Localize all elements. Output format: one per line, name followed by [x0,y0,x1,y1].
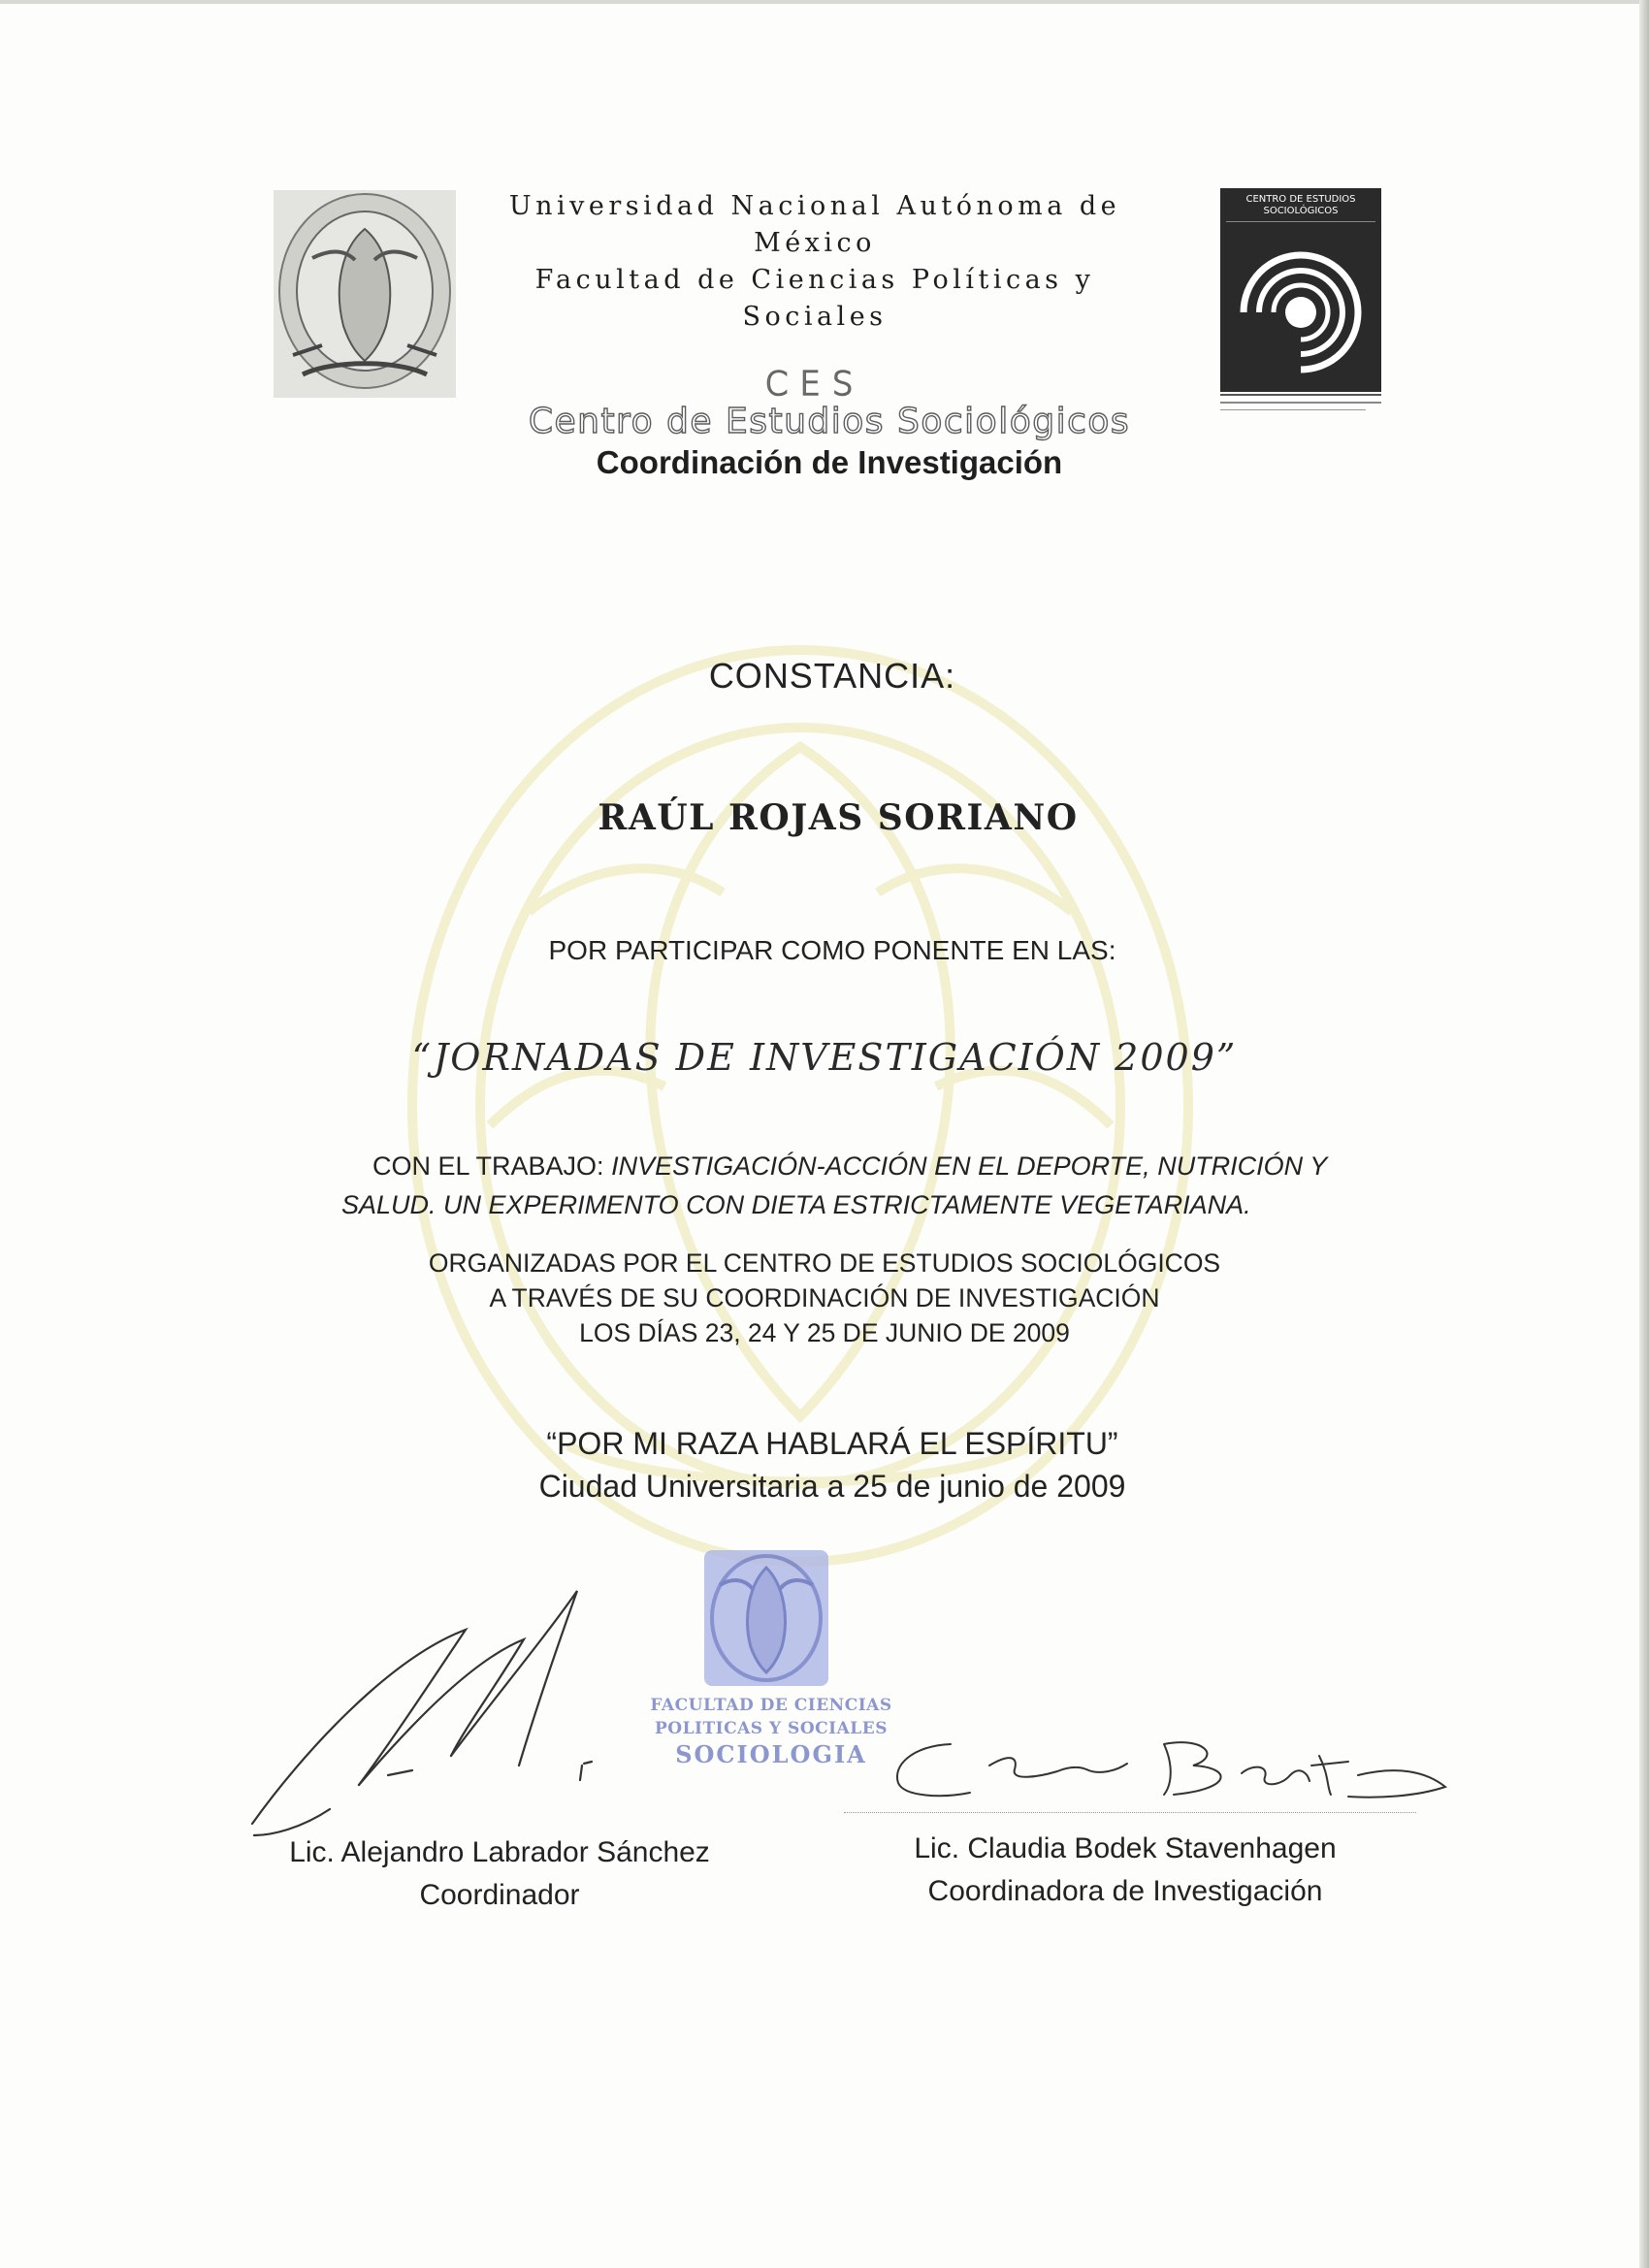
faculty-stamp-emblem [698,1546,834,1690]
signer-left-name: Lic. Alejandro Labrador Sánchez [289,1836,710,1868]
university-line-2: México [754,228,876,258]
faculty-line-1: Facultad de Ciencias Políticas y [534,265,1095,295]
event-name: “JORNADAS DE INVESTIGACIÓN 2009” [411,1036,1238,1079]
signer-right-role: Coordinadora de Investigación [927,1875,1323,1907]
work-label: CON EL TRABAJO: [372,1151,604,1181]
ces-abbreviation: CES [764,365,865,404]
organized-line-3: LOS DÍAS 23, 24 Y 25 DE JUNIO DE 2009 [579,1318,1070,1347]
work-title-line-2: SALUD. UN EXPERIMENTO CON DIETA ESTRICTAMENTE VEGETARIANA. [341,1190,1251,1219]
ces-logo-text-2: SOCIOLÓGICOS [1263,206,1339,216]
ces-full-name: Centro de Estudios Sociológicos [528,402,1131,441]
signature-right [873,1727,1455,1814]
signer-right [854,1828,1397,1913]
ces-logo [1220,188,1381,417]
organizer-info [0,1246,1649,1350]
university-line-1: Universidad Nacional Autónoma de [508,191,1121,221]
organized-line-1: ORGANIZADAS POR EL CENTRO DE ESTUDIOS SOCIOLÓGICOS [428,1248,1221,1278]
certificate-title: CONSTANCIA: [708,656,956,696]
signer-left [228,1831,771,1917]
recipient-name: RAÚL ROJAS SORIANO [598,797,1079,838]
stamp-line-1: FACULTAD DE CIENCIAS [650,1696,892,1715]
faculty-line-2: Sociales [742,302,888,332]
work-description [341,1147,1379,1224]
signature-left [242,1581,689,1843]
stamp-line-2: POLITICAS Y SOCIALES [654,1719,888,1738]
place-date: Ciudad Universitaria a 25 de junio de 2009 [538,1469,1126,1504]
stamp-line-3: SOCIOLOGIA [675,1740,867,1768]
signer-right-name: Lic. Claudia Bodek Stavenhagen [914,1832,1337,1864]
signer-left-role: Coordinador [419,1879,580,1911]
ces-logo-text-1: CENTRO DE ESTUDIOS [1245,194,1356,205]
coordination-title: Coordinación de Investigación [596,444,1063,480]
organized-line-2: A TRAVÉS DE SU COORDINACIÓN DE INVESTIGACIÓN [489,1283,1160,1312]
page-edge-right [1639,0,1649,2268]
motto: “POR MI RAZA HABLARÁ EL ESPÍRITU” [546,1426,1118,1461]
signature-line-right [844,1812,1416,1813]
work-title-line-1: INVESTIGACIÓN-ACCIÓN EN EL DEPORTE, NUTRICIÓN Y [611,1151,1328,1181]
unam-seal-logo [274,190,456,398]
motto-block [0,1422,1649,1507]
page-edge-top [0,0,1649,4]
institution-heading [485,188,1145,336]
participation-text: POR PARTICIPAR COMO PONENTE EN LAS: [548,935,1116,965]
